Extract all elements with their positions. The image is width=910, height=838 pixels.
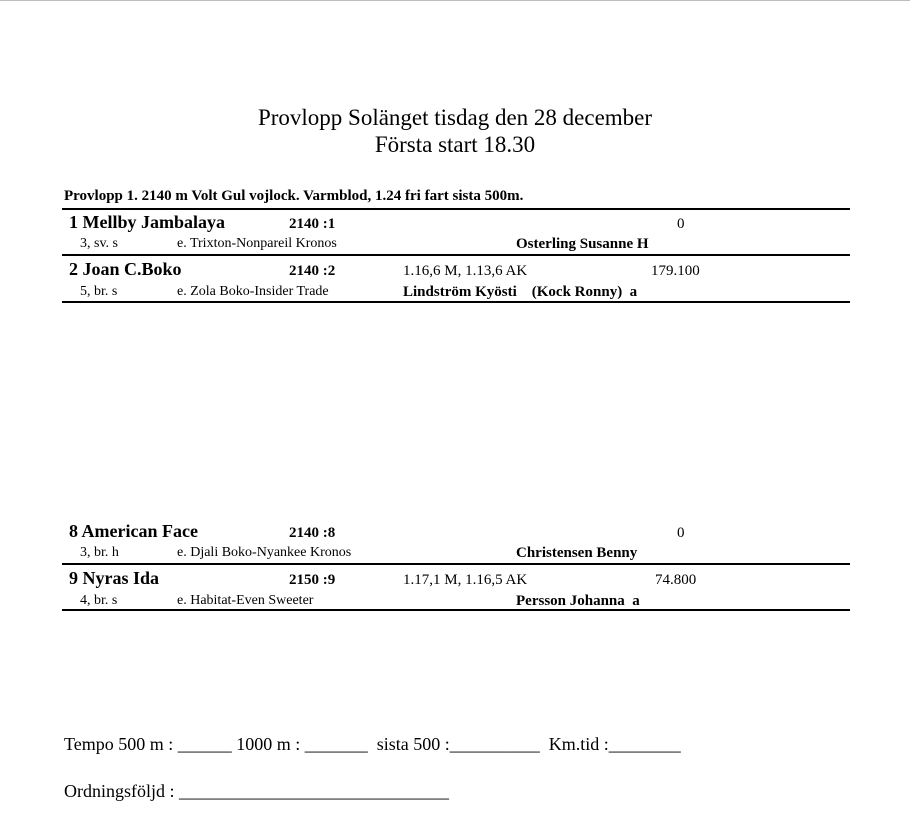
horse-info: 3, br. h — [80, 545, 119, 560]
horse-name: 9 Nyras Ida — [69, 568, 160, 588]
horse-driver: Osterling Susanne H — [516, 236, 649, 252]
tempo-line: Tempo 500 m : ______ 1000 m : _______ sista 500 :__________ Km.tid :________ — [64, 734, 681, 754]
horse-name: 8 American Face — [69, 521, 198, 541]
entry-separator — [62, 609, 850, 611]
distance-post: 2140 :2 — [289, 263, 336, 279]
horse-earnings: 0 — [677, 525, 685, 541]
page-title: Provlopp Solänget tisdag den 28 december — [257, 105, 653, 130]
horse-info: 3, sv. s — [80, 236, 118, 251]
horse-pedigree: e. Habitat-Even Sweeter — [177, 593, 314, 608]
horse-record: 1.17,1 M, 1.16,5 AK — [403, 572, 528, 588]
top-border — [0, 0, 910, 1]
distance-post: 2150 :9 — [289, 572, 336, 588]
distance-post: 2140 :8 — [289, 525, 336, 541]
order-line: Ordningsföljd : ______________________________ — [64, 781, 449, 801]
horse-earnings: 74.800 — [655, 572, 697, 588]
horse-info: 5, br. s — [80, 284, 118, 299]
race-heading: Provlopp 1. 2140 m Volt Gul vojlock. Varmblod, 1.24 fri fart sista 500m. — [64, 188, 524, 204]
horse-record: 1.16,6 M, 1.13,6 AK — [403, 263, 528, 279]
horse-pedigree: e. Djali Boko-Nyankee Kronos — [177, 545, 352, 560]
horse-earnings: 179.100 — [651, 263, 700, 279]
entry-separator — [62, 563, 850, 565]
entry-separator — [62, 254, 850, 256]
horse-earnings: 0 — [677, 216, 685, 232]
horse-driver: Lindström Kyösti (Kock Ronny) a — [403, 284, 638, 300]
horse-name: 2 Joan C.Boko — [69, 259, 182, 279]
horse-driver: Christensen Benny — [516, 545, 638, 561]
race-heading-rule — [62, 208, 850, 210]
horse-pedigree: e. Zola Boko-Insider Trade — [177, 284, 329, 299]
entry-separator — [62, 301, 850, 303]
first-start-time: Första start 18.30 — [374, 132, 536, 157]
horse-pedigree: e. Trixton-Nonpareil Kronos — [177, 236, 337, 251]
horse-name: 1 Mellby Jambalaya — [69, 212, 225, 232]
horse-info: 4, br. s — [80, 593, 118, 608]
horse-driver: Persson Johanna a — [516, 593, 640, 609]
distance-post: 2140 :1 — [289, 216, 336, 232]
